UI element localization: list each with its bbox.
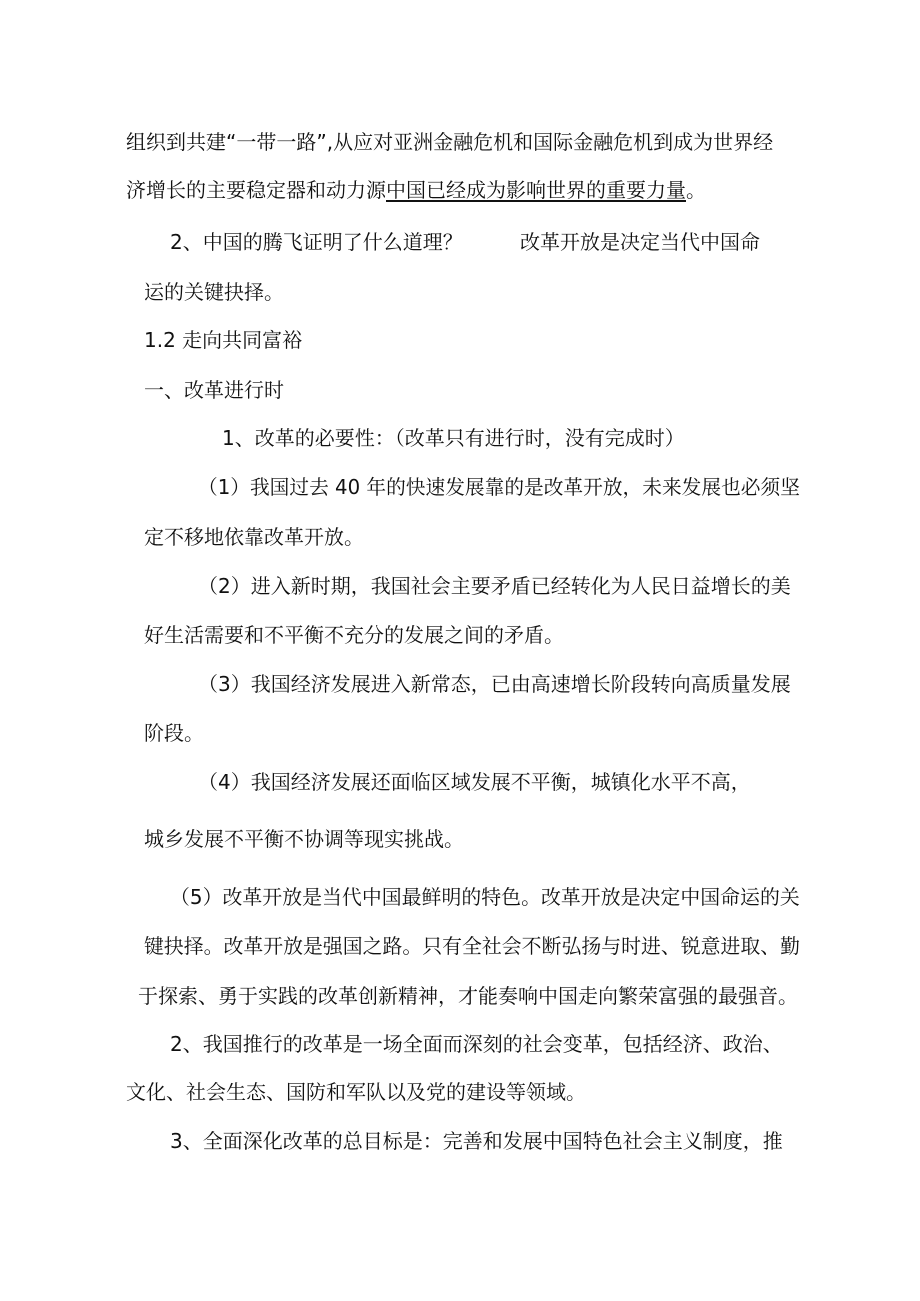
point-1-heading: 1、改革的必要性：（改革只有进行时，没有完成时） <box>222 426 685 450</box>
point-2-line-2: 文化、社会生态、国防和军队以及党的建设等领域。 <box>126 1080 586 1104</box>
point-2-line-1: 2、我国推行的改革是一场全面而深刻的社会变革，包括经济、政治、 <box>170 1032 783 1056</box>
underlined-key-phrase: 中国已经成为影响世界的重要力量 <box>386 178 686 202</box>
item-3-line-1: （3）我国经济发展进入新常态，已由高速增长阶段转向高质量发展 <box>198 672 791 696</box>
item-3-line-2: 阶段。 <box>144 721 204 745</box>
item-5-line-3: 于探索、勇于实践的改革创新精神，才能奏响中国走向繁荣富强的最强音。 <box>138 984 798 1008</box>
item-5-line-1: （5）改革开放是当代中国最鲜明的特色。改革开放是决定中国命运的关 <box>170 885 800 909</box>
answer-2-part-2: 运的关键抉择。 <box>144 280 284 304</box>
answer-2-part-1: 改革开放是决定当代中国命 <box>520 230 760 254</box>
point-3-line-1: 3、全面深化改革的总目标是：完善和发展中国特色社会主义制度，推 <box>170 1129 783 1153</box>
item-2-line-2: 好生活需要和不平衡不充分的发展之间的矛盾。 <box>144 623 564 647</box>
item-1-line-2: 定不移地依靠改革开放。 <box>144 525 364 549</box>
item-1-line-1: （1）我国过去 40 年的快速发展靠的是改革开放，未来发展也必须坚 <box>198 475 800 499</box>
intro-line-1: 组织到共建“一带一路”,从应对亚洲金融危机和国际金融危机到成为世界经 <box>126 130 774 154</box>
intro-line-2-suffix: 。 <box>686 178 706 202</box>
intro-line-2-prefix: 济增长的主要稳定器和动力源 <box>126 178 386 202</box>
item-4-line-1: （4）我国经济发展还面临区域发展不平衡，城镇化水平不高， <box>198 770 751 794</box>
item-5-line-2: 键抉择。改革开放是强国之路。只有全社会不断弘扬与时进、锐意进取、勤 <box>144 934 800 958</box>
item-4-line-2: 城乡发展不平衡不协调等现实挑战。 <box>144 827 464 851</box>
question-2: 2、中国的腾飞证明了什么道理？ <box>170 230 463 254</box>
item-2-line-1: （2）进入新时期，我国社会主要矛盾已经转化为人民日益增长的美 <box>198 574 791 598</box>
intro-line-2 <box>126 177 706 203</box>
subsection-heading: 一、改革进行时 <box>144 378 284 402</box>
section-heading: 1.2 走向共同富裕 <box>144 328 303 352</box>
